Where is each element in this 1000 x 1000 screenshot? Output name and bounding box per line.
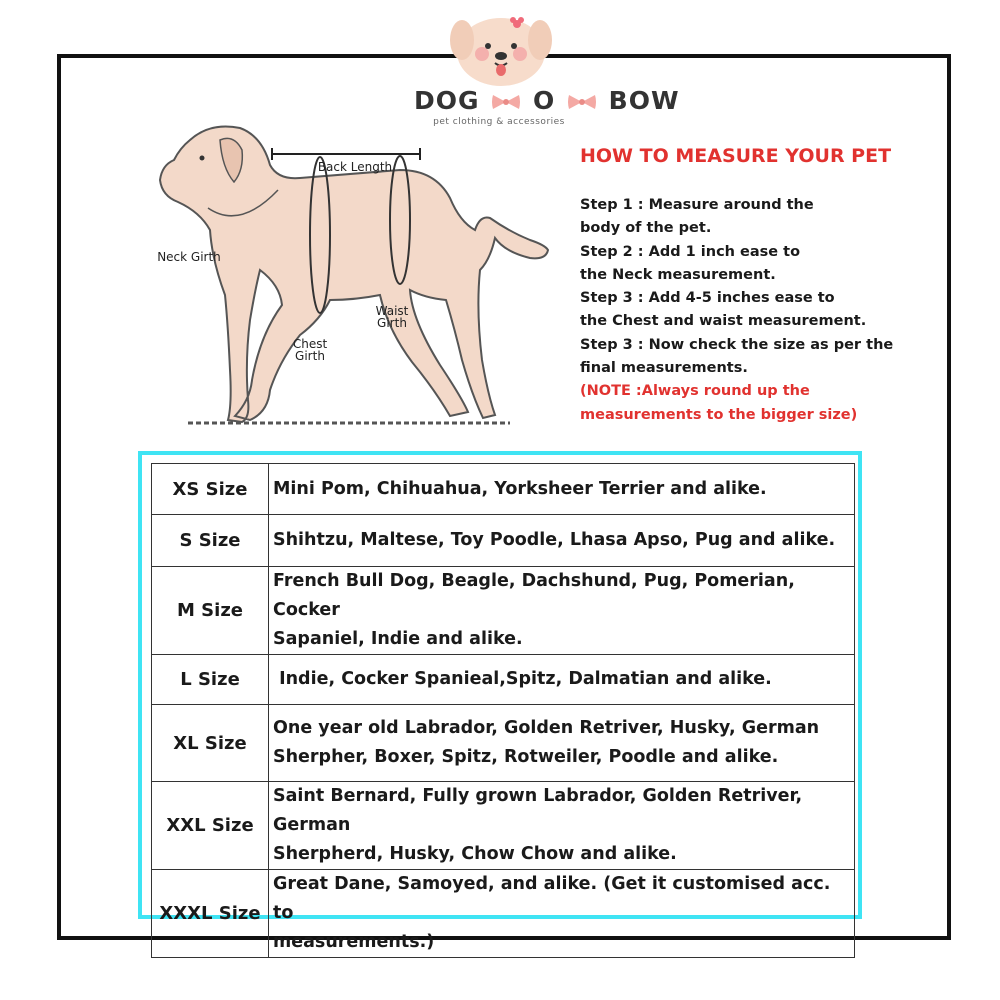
step-line: the Neck measurement.	[580, 266, 776, 283]
step-line: body of the pet.	[580, 220, 712, 237]
brand-name-left: DOG	[414, 86, 480, 115]
measure-steps	[580, 194, 910, 427]
brand-tagline: pet clothing & accessories	[433, 117, 565, 127]
breeds-line: Sapaniel, Indie and alike.	[273, 629, 523, 649]
size-table-container	[138, 451, 862, 952]
table-row	[152, 705, 855, 782]
size-cell: XS Size	[152, 464, 269, 515]
breeds-cell	[269, 782, 855, 870]
size-cell: XL Size	[152, 705, 269, 782]
table-row	[152, 515, 855, 567]
back-length-label: Back Length	[317, 160, 393, 174]
breeds-cell	[269, 567, 855, 655]
table-row	[152, 655, 855, 705]
note-line: (NOTE :Always round up the	[580, 383, 810, 400]
breeds-line: One year old Labrador, Golden Retriver, Husky, German	[273, 718, 820, 738]
table-row	[152, 782, 855, 870]
waist-girth-label-2: Girth	[377, 316, 407, 330]
breeds-line: Saint Bernard, Fully grown Labrador, Golden Retriver, German	[273, 786, 803, 835]
breeds-line: Sherpherd, Husky, Chow Chow and alike.	[273, 844, 677, 864]
step-line: the Chest and waist measurement.	[580, 313, 867, 330]
breeds-cell	[269, 464, 855, 515]
breeds-line: measurements.)	[273, 932, 435, 952]
brand-name-right: BOW	[608, 86, 680, 115]
breeds-cell	[269, 515, 855, 567]
step-line: final measurements.	[580, 360, 748, 377]
table-row	[152, 870, 855, 958]
brand-name	[414, 86, 680, 115]
brand-name-mid: O	[532, 86, 556, 115]
neck-girth-label: Neck Girth	[157, 250, 221, 264]
breeds-line: French Bull Dog, Beagle, Dachshund, Pug, Pomerian, Cocker	[273, 571, 795, 620]
note-line: measurements to the bigger size)	[580, 406, 858, 423]
chest-girth-label-1: Chest	[292, 337, 328, 351]
bow-icon	[491, 93, 521, 111]
breeds-line: Shihtzu, Maltese, Toy Poodle, Lhasa Apso, Pug and alike.	[273, 530, 836, 550]
breeds-cell	[269, 655, 855, 705]
size-cell: M Size	[152, 567, 269, 655]
table-row	[152, 567, 855, 655]
chest-girth-label-2: Girth	[295, 349, 325, 363]
breeds-cell	[269, 870, 855, 958]
breeds-line: Mini Pom, Chihuahua, Yorksheer Terrier and alike.	[273, 478, 767, 499]
step-line: Step 3 : Now check the size as per the	[580, 336, 894, 353]
guide-title: HOW TO MEASURE YOUR PET	[580, 145, 892, 167]
dog-face-logo-icon	[448, 10, 554, 86]
bow-icon-right	[567, 93, 597, 111]
size-cell: XXXL Size	[152, 870, 269, 958]
step-line: Step 1 : Measure around the	[580, 197, 814, 213]
table-row	[152, 464, 855, 515]
size-cell: L Size	[152, 655, 269, 705]
size-cell: S Size	[152, 515, 269, 567]
breeds-line: Great Dane, Samoyed, and alike. (Get it customised acc. to	[273, 874, 831, 923]
breeds-cell	[269, 705, 855, 782]
size-cell: XXL Size	[152, 782, 269, 870]
step-line: Step 2 : Add 1 inch ease to	[580, 243, 801, 260]
waist-girth-label-1: Waist	[375, 304, 409, 318]
breeds-line: Indie, Cocker Spanieal,Spitz, Dalmatian and alike.	[273, 669, 772, 689]
breeds-line: Sherpher, Boxer, Spitz, Rotweiler, Poodle and alike.	[273, 747, 779, 767]
step-line: Step 3 : Add 4-5 inches ease to	[580, 290, 835, 307]
size-table	[151, 463, 855, 958]
